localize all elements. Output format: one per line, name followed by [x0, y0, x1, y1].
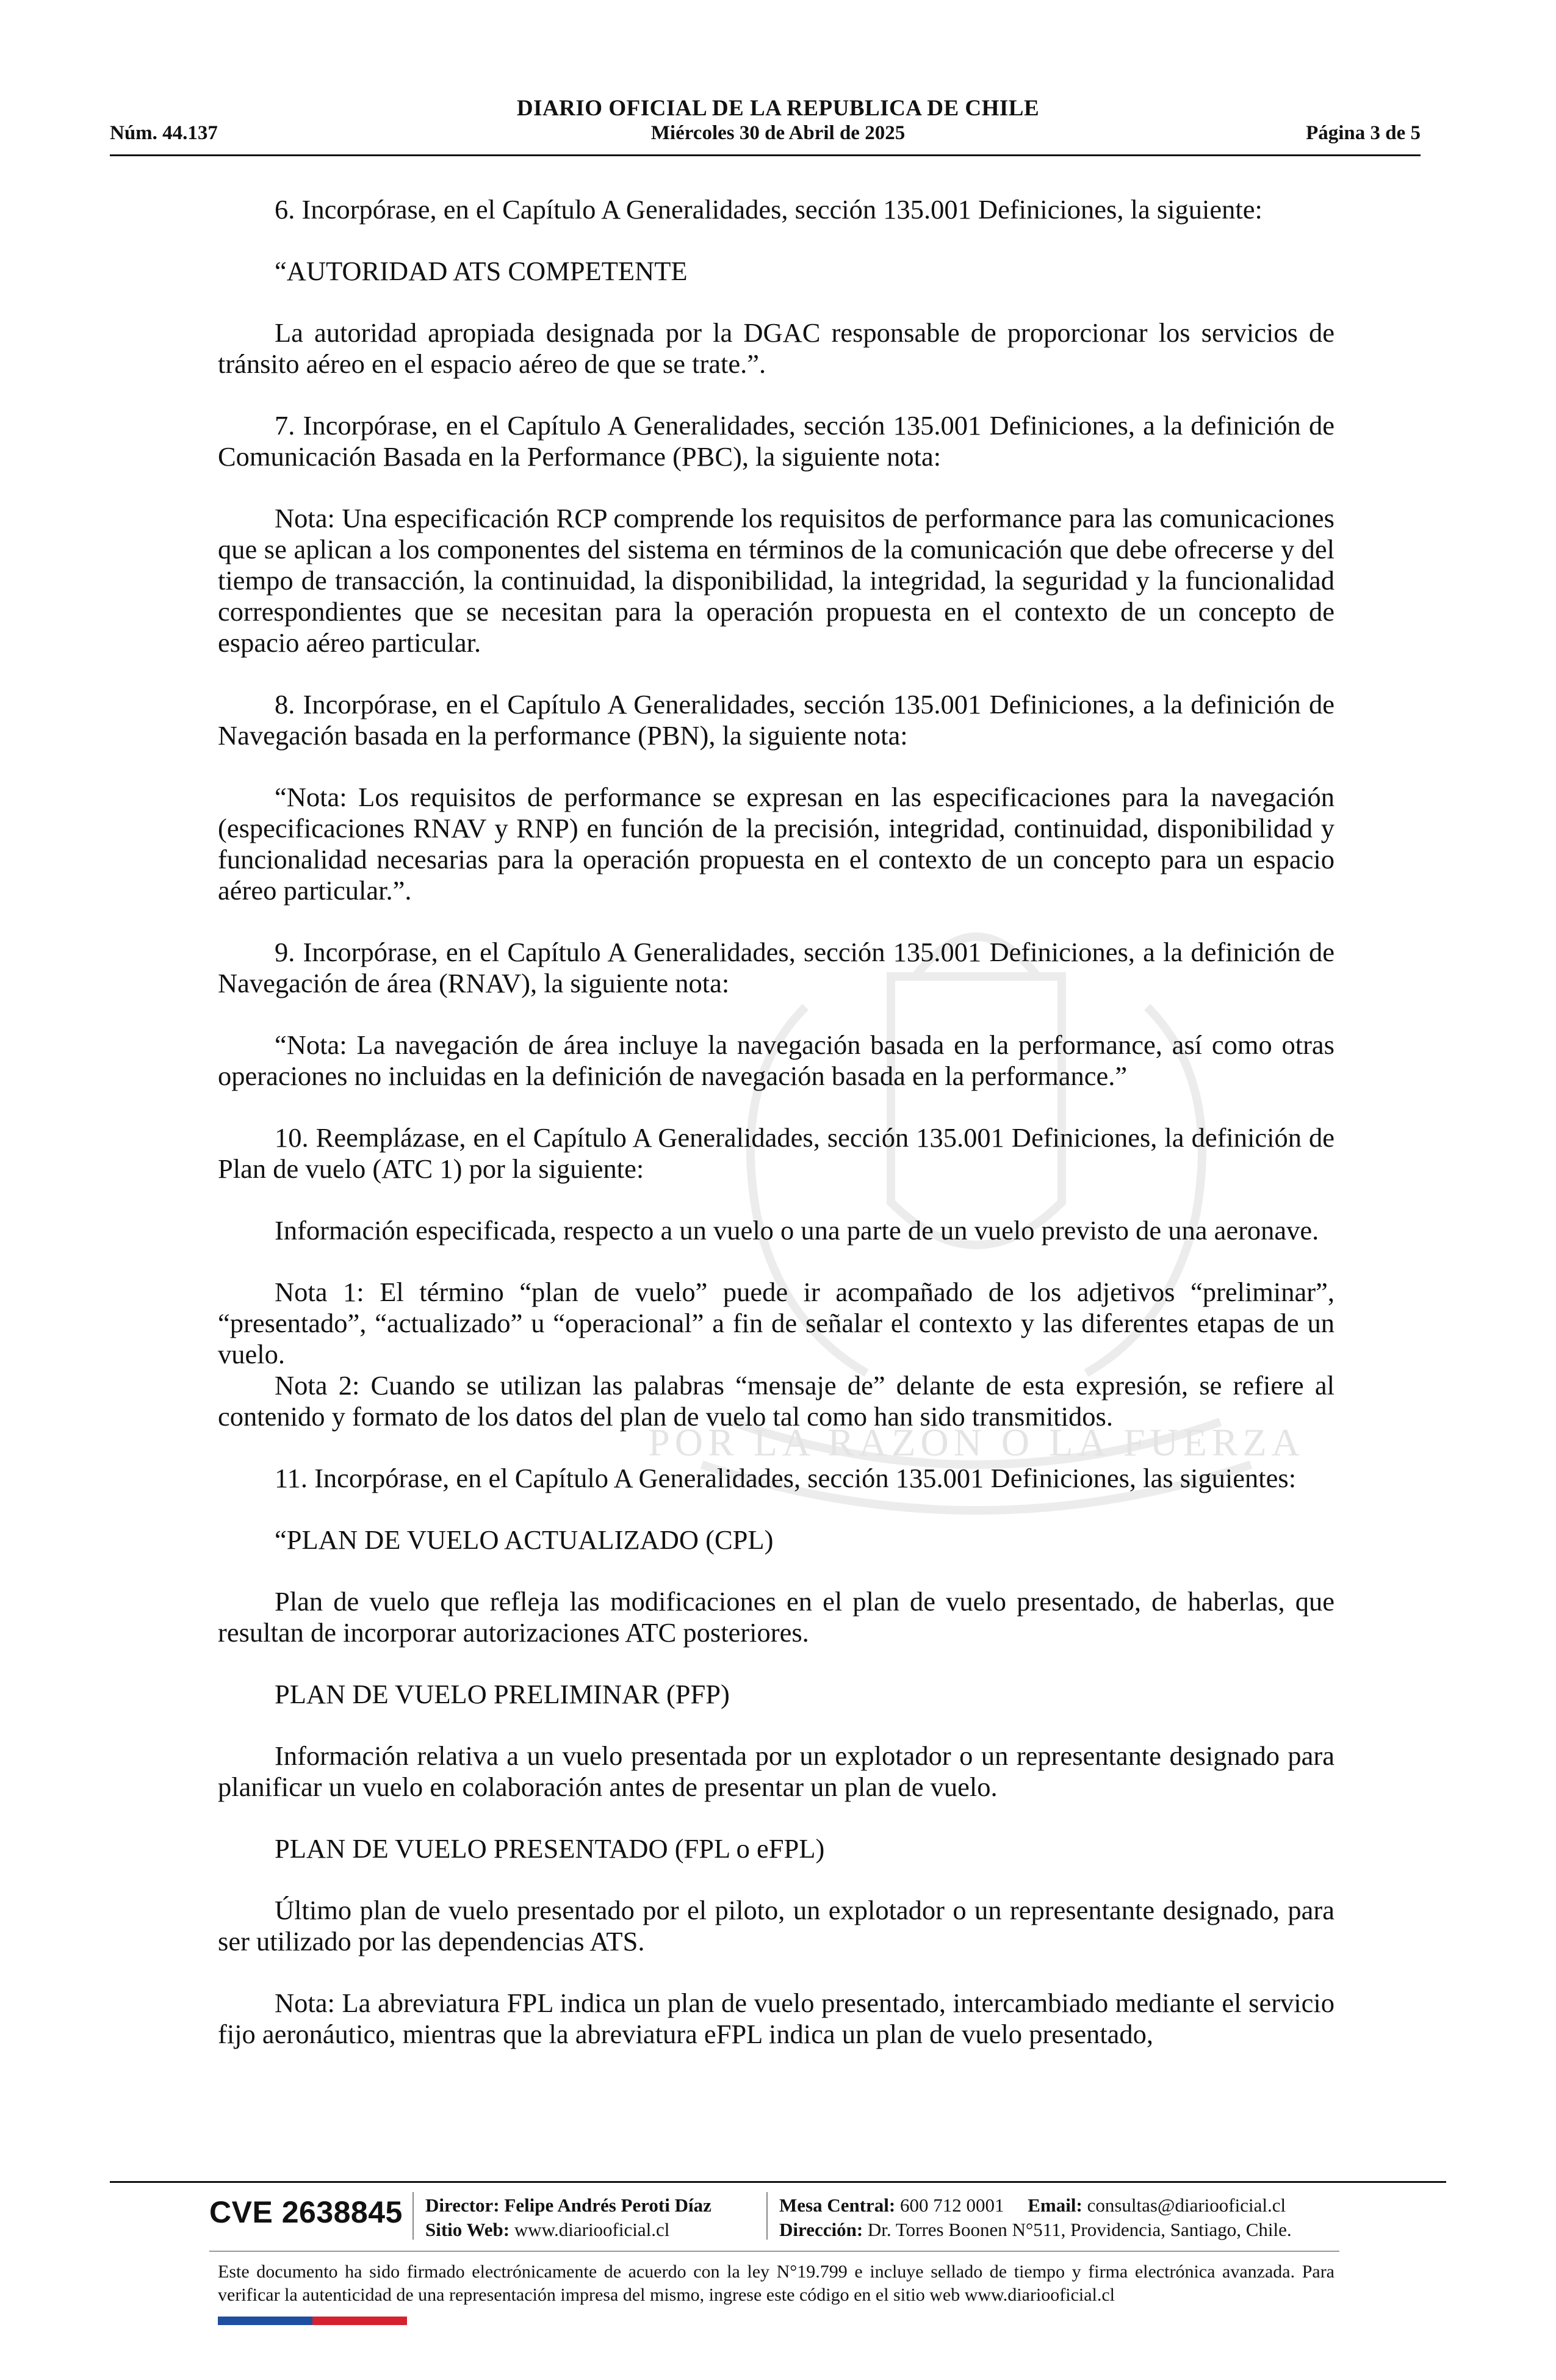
paragraph: Información relativa a un vuelo presentada por un explotador o un representante designado para planificar un vuelo en colaboración antes de presentar un plan de vuelo. [218, 1740, 1334, 1802]
director-line [425, 2193, 711, 2218]
paragraph: 8. Incorpórase, en el Capítulo A Generalidades, sección 135.001 Definiciones, a la definición de Navegación basada en la performance (PBN), la siguiente nota: [218, 689, 1334, 751]
paragraph: 9. Incorpórase, en el Capítulo A Generalidades, sección 135.001 Definiciones, a la definición de Navegación de área (RNAV), la siguiente nota: [218, 937, 1334, 998]
website-link[interactable]: www.diariooficial.cl [514, 2219, 670, 2240]
document-body [218, 194, 1334, 2050]
page-indicator: Página 3 de 5 [1306, 122, 1421, 144]
issue-number: Núm. 44.137 [110, 122, 218, 144]
director-name: Felipe Andrés Peroti Díaz [504, 2194, 711, 2216]
definition-heading: PLAN DE VUELO PRELIMINAR (PFP) [275, 1679, 730, 1709]
paragraph: 6. Incorpórase, en el Capítulo A Generalidades, sección 135.001 Definiciones, la siguiente: [275, 194, 1262, 225]
contact-line [779, 2193, 1292, 2218]
flag-bar-red [312, 2317, 407, 2325]
paragraph: Plan de vuelo que refleja las modificaciones en el plan de vuelo presentado, de haberlas, que resultan de incorporar autorizaciones ATC posteriores. [218, 1586, 1334, 1648]
paragraph: Nota 2: Cuando se utilizan las palabras “mensaje de” delante de esta expresión, se refiere al contenido y formato de los datos del plan de vuelo tal como han sido transmitidos. [218, 1370, 1334, 1432]
flag-bar-blue [218, 2317, 312, 2325]
footer-separator [766, 2192, 768, 2240]
signature-notice: Este documento ha sido firmado electrónicamente de acuerdo con la ley N°19.799 e incluye sellado de tiempo y firma electrónica avanzada. Para verificar la autenticidad de una representación impresa del mismo, ingrese este código en el sitio web www.diariooficial.cl [218, 2262, 1334, 2305]
address-line [779, 2218, 1292, 2242]
phone-number: 600 712 0001 [900, 2194, 1004, 2216]
definition-heading: “PLAN DE VUELO ACTUALIZADO (CPL) [275, 1524, 774, 1555]
website-label: Sitio Web: [425, 2219, 510, 2240]
address-text: Dr. Torres Boonen N°511, Providencia, Santiago, Chile. [867, 2219, 1292, 2240]
watermark-motto: POR LA RAZÓN O LA FUERZA [648, 1421, 1305, 1464]
definition-heading: “AUTORIDAD ATS COMPETENTE [275, 256, 688, 286]
footer-director-block [425, 2193, 711, 2242]
email-label: Email: [1028, 2194, 1082, 2216]
phone-label: Mesa Central: [779, 2194, 896, 2216]
paragraph: Nota: La abreviatura FPL indica un plan de vuelo presentado, intercambiado mediante el servicio fijo aeronáutico, mientras que la abreviatura eFPL indica un plan de vuelo presentado, [218, 1988, 1334, 2049]
address-label: Dirección: [779, 2219, 863, 2240]
issue-date: Miércoles 30 de Abril de 2025 [650, 122, 906, 144]
header-divider [110, 154, 1421, 156]
paragraph: “Nota: La navegación de área incluye la navegación basada en la performance, así como otras operaciones no incluidas en la definición de navegación basada en la performance.” [218, 1030, 1334, 1091]
paragraph: 11. Incorpórase, en el Capítulo A Generalidades, sección 135.001 Definiciones, las siguientes: [275, 1463, 1297, 1493]
email-link[interactable]: consultas@diariooficial.cl [1087, 2194, 1286, 2216]
footer-separator [412, 2192, 414, 2240]
website-line [425, 2218, 711, 2242]
cve-code: CVE 2638845 [209, 2195, 403, 2229]
paragraph: La autoridad apropiada designada por la DGAC responsable de proporcionar los servicios de tránsito aéreo en el espacio aéreo de que se trate.”. [218, 317, 1334, 379]
footer-inner-divider [209, 2251, 1339, 2252]
paragraph: Último plan de vuelo presentado por el piloto, un explotador o un representante designado, para ser utilizado por las dependencias ATS. [218, 1895, 1334, 1956]
paragraph: Nota: Una especificación RCP comprende los requisitos de performance para las comunicaciones que se aplican a los componentes del sistema en términos de la comunicación que debe ofrecerse y del tiempo de transacción, la continuidad, la disponibilidad, la integridad, la seguridad y la funcionalidad correspondientes que se necesitan para la operación propuesta en el contexto de un concepto de espacio aéreo particular. [218, 503, 1334, 658]
footer-contact-block [779, 2193, 1292, 2242]
paragraph: Nota 1: El término “plan de vuelo” puede ir acompañado de los adjetivos “preliminar”, “presentado”, “actualizado” u “operacional” a fin de señalar el contexto y las diferentes etapas de un vuelo. [218, 1277, 1334, 1369]
definition-heading: PLAN DE VUELO PRESENTADO (FPL o eFPL) [275, 1833, 825, 1864]
newspaper-title: DIARIO OFICIAL DE LA REPUBLICA DE CHILE [516, 96, 1040, 121]
paragraph: Información especificada, respecto a un vuelo o una parte de un vuelo previsto de una aeronave. [275, 1215, 1319, 1246]
paragraph: 10. Reemplázase, en el Capítulo A Generalidades, sección 135.001 Definiciones, la definición de Plan de vuelo (ATC 1) por la siguiente: [218, 1122, 1334, 1184]
paragraph: 7. Incorpórase, en el Capítulo A Generalidades, sección 135.001 Definiciones, a la definición de Comunicación Basada en la Performance (PBC), la siguiente nota: [218, 410, 1334, 472]
footer-divider [110, 2181, 1446, 2183]
paragraph: “Nota: Los requisitos de performance se expresan en las especificaciones para la navegación (especificaciones RNAV y RNP) en función de la precisión, integridad, continuidad, disponibilidad y funcionalidad necesarias para la operación propuesta en el contexto de un concepto para un espacio aéreo particular.”. [218, 782, 1334, 906]
director-label: Director: [425, 2194, 500, 2216]
